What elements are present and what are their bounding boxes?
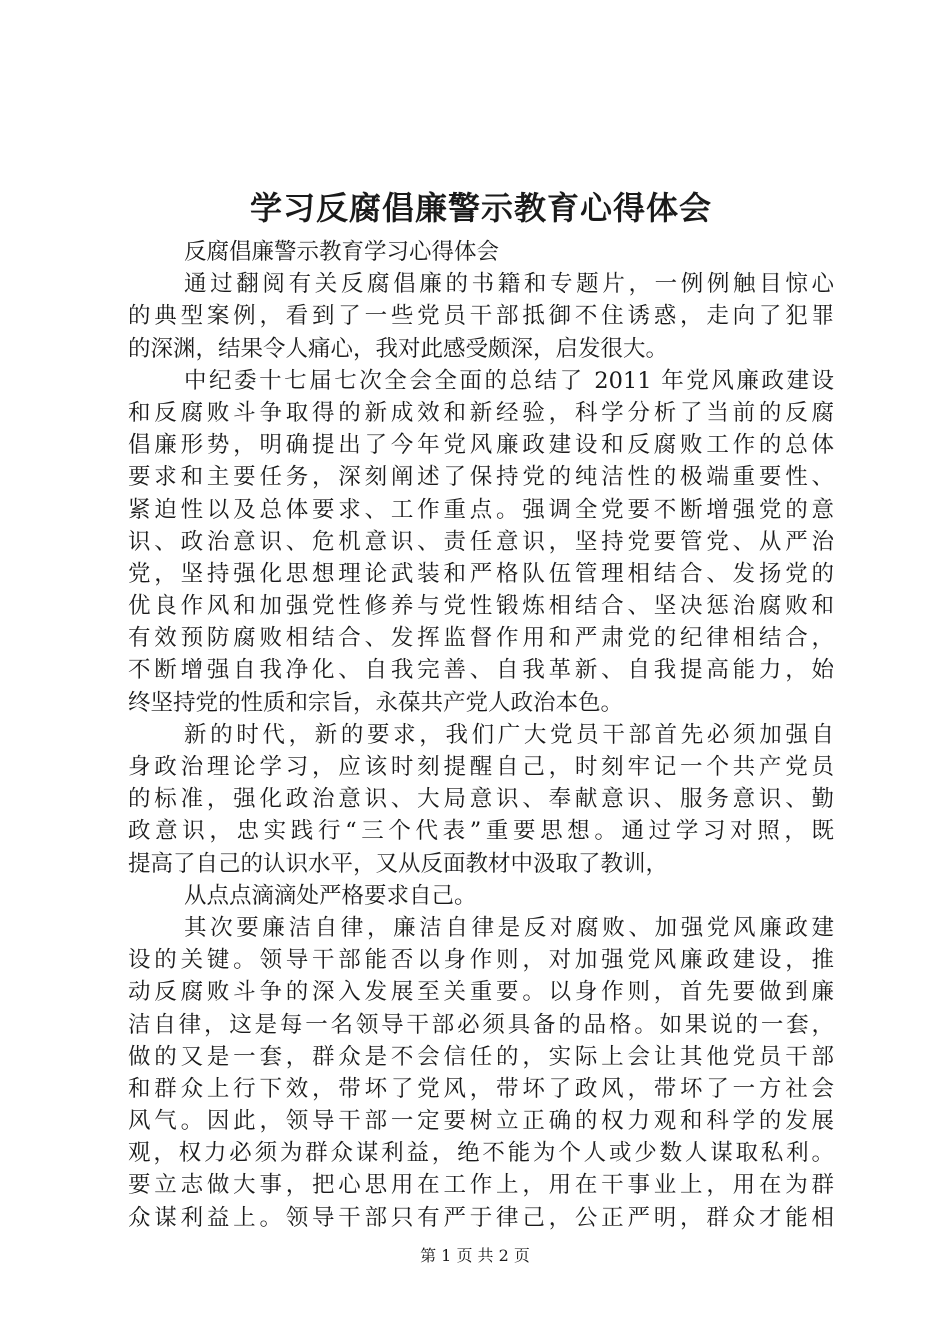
text-line: 设的关键。领导干部能否以身作则，对加强党风廉政建设，推 [128, 947, 834, 974]
text-line: 动反腐败斗争的深入发展至关重要。以身作则，首先要做到廉 [128, 979, 834, 1006]
text-line: 从点点滴滴处严格要求自己。 [184, 882, 477, 909]
text-line: 倡廉形势，明确提出了今年党风廉政建设和反腐败工作的总体 [128, 432, 834, 459]
text-line: 和反腐败斗争取得的新成效和新经验，科学分析了当前的反腐 [128, 399, 834, 426]
text-line: 党，坚持强化思想理论武装和严格队伍管理相结合、发扬党的 [128, 560, 834, 587]
text-line: 提高了自己的认识水平，又从反面教材中汲取了教训， [128, 850, 669, 877]
text-line: 政意识，忠实践行“三个代表”重要思想。通过学习对照，既 [128, 818, 834, 845]
text-line: 的标准，强化政治意识、大局意识、奉献意识、服务意识、勤 [128, 786, 834, 813]
text-line: 的深渊，结果令人痛心，我对此感受颇深，启发很大。 [128, 335, 669, 362]
text-line: 不断增强自我净化、自我完善、自我革新、自我提高能力，始 [128, 657, 834, 684]
text-line: 的典型案例，看到了一些党员干部抵御不住诱惑，走向了犯罪 [128, 303, 834, 330]
document-title: 学习反腐倡廉警示教育心得体会 [249, 189, 712, 227]
text-line: 做的又是一套，群众是不会信任的，实际上会让其他党员干部 [128, 1043, 834, 1070]
text-line: 终坚持党的性质和宗旨，永葆共产党人政治本色。 [128, 689, 624, 716]
text-line: 有效预防腐败相结合、发挥监督作用和严肃党的纪律相结合， [128, 625, 834, 652]
text-line: 其次要廉洁自律，廉洁自律是反对腐败、加强党风廉政建 [184, 914, 834, 941]
text-line: 识、政治意识、危机意识、责任意识，坚持党要管党、从严治 [128, 528, 834, 555]
text-line: 风气。因此，领导干部一定要树立正确的权力观和科学的发展 [128, 1108, 834, 1135]
document-page [128, 180, 834, 1234]
text-line: 优良作风和加强党性修养与党性锻炼相结合、坚决惩治腐败和 [128, 593, 834, 620]
text-line: 反腐倡廉警示教育学习心得体会 [184, 239, 500, 265]
text-line: 洁自律，这是每一名领导干部必须具备的品格。如果说的一套， [128, 1011, 834, 1038]
document-body [128, 236, 834, 1234]
text-line: 要求和主要任务，深刻阐述了保持党的纯洁性的极端重要性、 [128, 464, 834, 491]
text-line: 众谋利益上。领导干部只有严于律己，公正严明，群众才能相 [128, 1204, 834, 1231]
text-line: 观，权力必须为群众谋利益，绝不能为个人或少数人谋取私利。 [128, 1140, 834, 1167]
page-footer: 第 1 页 共 2 页 [420, 1246, 530, 1265]
text-line: 新的时代，新的要求，我们广大党员干部首先必须加强自 [184, 721, 834, 748]
text-line: 中纪委十七届七次全会全面的总结了 2011 年党风廉政建设 [184, 367, 834, 394]
text-line: 通过翻阅有关反腐倡廉的书籍和专题片，一例例触目惊心 [184, 271, 834, 298]
text-line: 紧迫性以及总体要求、工作重点。强调全党要不断增强党的意 [128, 496, 834, 523]
text-line: 身政治理论学习，应该时刻提醒自己，时刻牢记一个共产党员 [128, 754, 834, 780]
text-line: 要立志做大事，把心思用在工作上，用在干事业上，用在为群 [128, 1172, 834, 1199]
text-line: 和群众上行下效，带坏了党风，带坏了政风，带坏了一方社会 [128, 1075, 834, 1102]
